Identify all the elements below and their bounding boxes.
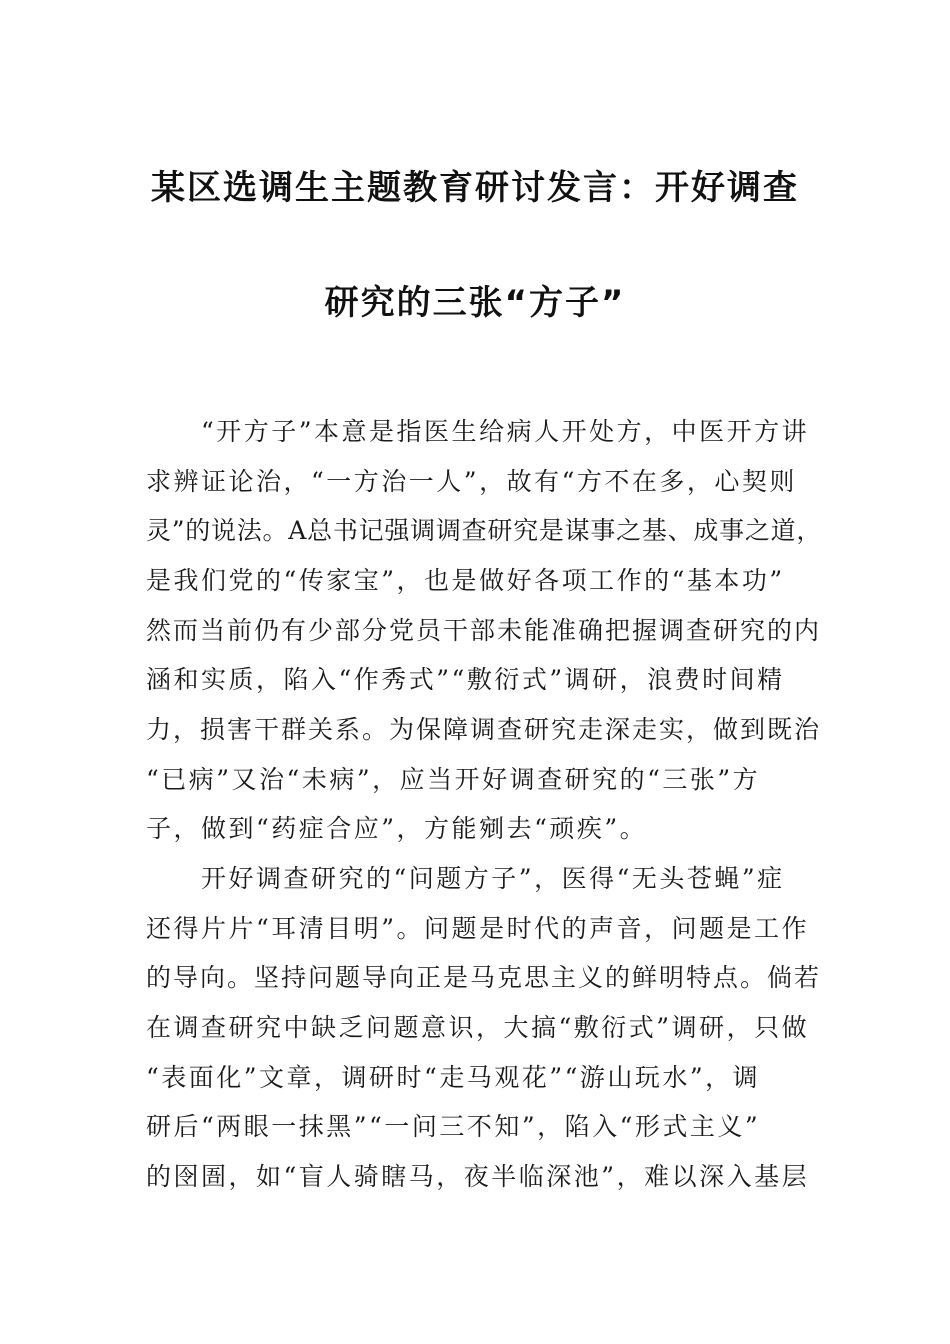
- body-line: 灵”的说法。A总书记强调调查研究是谋事之基、成事之道，: [146, 516, 823, 545]
- body-line: 力，损害干群关系。为保障调查研究走深走实，做到既治: [146, 715, 822, 744]
- document-title-line-1: 某区选调生主题教育研讨发言：开好调查: [151, 168, 799, 208]
- body-line: 是我们党的“传家宝”，也是做好各项工作的“基本功”: [146, 566, 785, 595]
- body-line: 涵和实质，陷入“作秀式”“敷衍式”调研，浪费时间精: [146, 665, 785, 694]
- body-line: 还得片片“耳清目明”。问题是时代的声音，问题是工作: [146, 914, 810, 943]
- body-line: “已病”又治“未病”，应当开好调查研究的“三张”方: [146, 765, 761, 794]
- body-line: “开方子”本意是指医生给病人开处方，中医开方讲: [146, 417, 810, 446]
- document-title-line-2: 研究的三张“方子”: [324, 283, 626, 323]
- body-line: “表面化”文章，调研时“走马观花”“游山玩水”，调: [146, 1063, 761, 1092]
- body-line: 研后“两眼一抹黑”“一问三不知”，陷入“形式主义”: [146, 1112, 761, 1141]
- body-line: 在调查研究中缺乏问题意识，大搞“敷衍式”调研，只做: [146, 1013, 810, 1042]
- body-line: 开好调查研究的“问题方子”，医得“无头苍蝇”症: [146, 864, 785, 893]
- body-line: 的导向。坚持问题导向正是马克思主义的鲜明特点。倘若: [146, 963, 822, 992]
- body-line: 的囹圄，如“盲人骑瞎马，夜半临深池”，难以深入基层: [146, 1162, 810, 1191]
- body-line: 然而当前仍有少部分党员干部未能准确把握调查研究的内: [146, 616, 822, 645]
- body-line: 子，做到“药症合应”，方能剜去“顽疾”。: [146, 814, 648, 843]
- body-line: 求辨证论治，“一方治一人”，故有“方不在多，心契则: [146, 467, 797, 496]
